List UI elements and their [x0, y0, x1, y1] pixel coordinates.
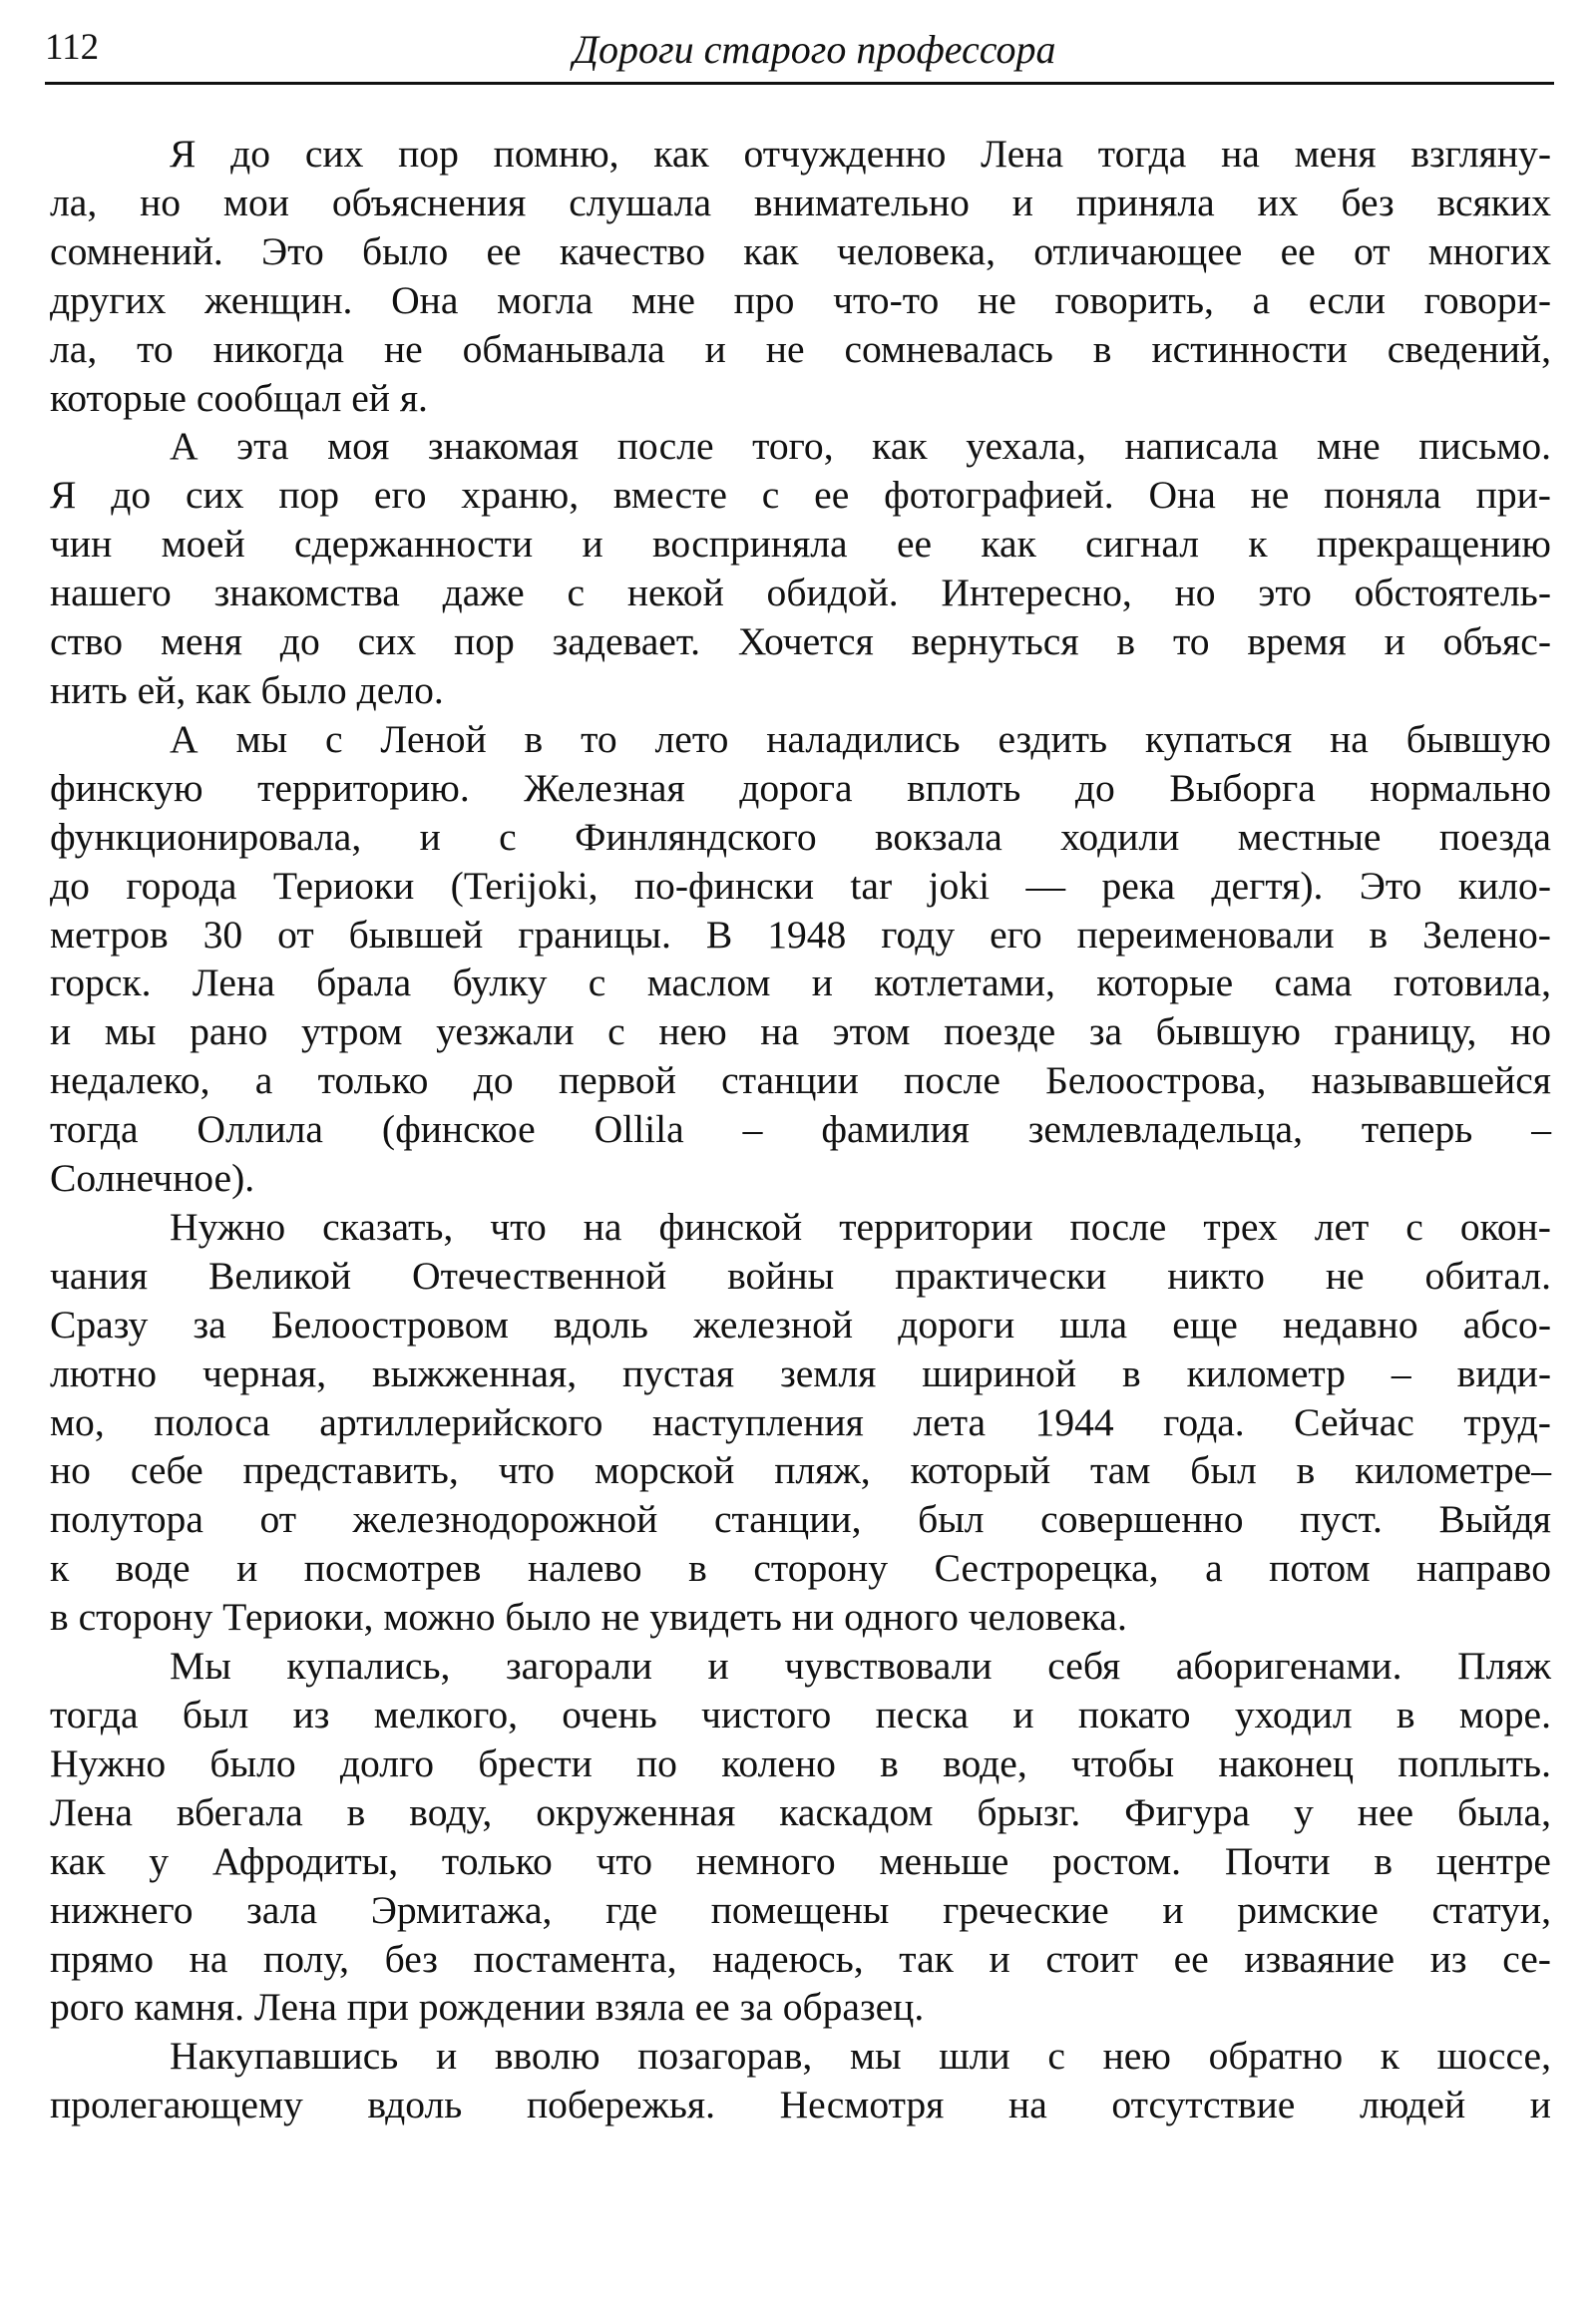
text-line: Сразу за Белоостровом вдоль железной дороги шла еще недавно абсо-	[50, 1302, 1551, 1347]
text-line: недалеко, а только до первой станции после Белоострова, называвшейся	[50, 1058, 1551, 1103]
text-line: Нужно сказать, что на финской территории после трех лет с окон-	[170, 1204, 1551, 1249]
text-line: Мы купались, загорали и чувствовали себя аборигенами. Пляж	[170, 1644, 1551, 1689]
text-line: функционировала, и с Финляндского вокзала ходили местные поезда	[50, 814, 1551, 859]
text-line: тогда Оллила (финское Ollila – фамилия землевладельца, теперь –	[50, 1107, 1551, 1152]
paragraph	[50, 422, 1551, 714]
paragraph	[50, 1642, 1551, 2032]
text-line: рого камня. Лена при рождении взяла ее за образец.	[50, 1985, 925, 2030]
text-line: как у Афродиты, только что немного меньше ростом. Почти в центре	[50, 1838, 1551, 1883]
text-line: чин моей сдержанности и восприняла ее как сигнал к прекращению	[50, 522, 1551, 567]
text-line: горск. Лена брала булку с маслом и котлетами, которые сама готовила,	[50, 961, 1551, 1005]
text-line: ла, но мои объяснения слушала внимательно и приняла их без всяких	[50, 180, 1551, 224]
paragraph	[50, 2032, 1551, 2129]
paragraph	[50, 130, 1551, 422]
text-line: ство меня до сих пор задевает. Хочется вернуться в то время и объяс-	[50, 619, 1551, 664]
text-line: лютно черная, выжженная, пустая земля шириной в километр – види-	[50, 1350, 1551, 1395]
text-line: Накупавшись и вволю позагорав, мы шли с нею обратно к шоссе,	[170, 2034, 1551, 2079]
text-line: нижнего зала Эрмитажа, где помещены греческие и римские статуи,	[50, 1887, 1551, 1932]
text-line: Солнечное).	[50, 1156, 255, 1201]
text-line: ла, то никогда не обманывала и не сомневалась в истинности сведений,	[50, 326, 1551, 371]
text-line: но себе представить, что морской пляж, который там был в километре–	[50, 1448, 1551, 1493]
text-line: Нужно было долго брести по колено в воде, чтобы наконец поплыть.	[50, 1740, 1551, 1785]
page-header	[45, 22, 1554, 85]
text-line: других женщин. Она могла мне про что-то не говорить, а если говори-	[50, 277, 1551, 322]
text-line: прямо на полу, без постамента, надеюсь, так и стоит ее изваяние из се-	[50, 1936, 1551, 1981]
text-line: нашего знакомства даже с некой обидой. Интересно, но это обстоятель-	[50, 571, 1551, 615]
text-line: в сторону Териоки, можно было не увидеть ни одного человека.	[50, 1595, 1127, 1640]
text-line: финскую территорию. Железная дорога вплоть до Выборга нормально	[50, 765, 1551, 810]
text-line: А мы с Леной в то лето наладились ездить купаться на бывшую	[170, 716, 1551, 761]
text-line: полутора от железнодорожной станции, был совершенно пуст. Выйдя	[50, 1497, 1551, 1542]
text-line: чания Великой Отечественной войны практически никто не обитал.	[50, 1253, 1551, 1298]
page-number: 112	[45, 27, 100, 68]
text-line: до города Териоки (Terijoki, по-фински tar joki — река дегтя). Это кило-	[50, 863, 1551, 908]
text-line: нить ей, как было дело.	[50, 667, 444, 712]
text-line: мо, полоса артиллерийского наступления лета 1944 года. Сейчас труд-	[50, 1399, 1551, 1444]
text-line: Лена вбегала в воду, окруженная каскадом брызг. Фигура у нее была,	[50, 1789, 1551, 1834]
text-line: тогда был из мелкого, очень чистого песка и покато уходил в море.	[50, 1693, 1551, 1736]
text-line: Я до сих пор его храню, вместе с ее фотографией. Она не поняла при-	[50, 473, 1551, 518]
text-line: метров 30 от бывшей границы. В 1948 году его переименовали в Зелено-	[50, 912, 1551, 957]
text-line: к воде и посмотрев налево в сторону Сестрорецка, а потом направо	[50, 1546, 1551, 1591]
paragraph	[50, 715, 1551, 1203]
text-line: пролегающему вдоль побережья. Несмотря на отсутствие людей и	[50, 2083, 1551, 2127]
running-title: Дороги старого профессора	[573, 27, 1056, 72]
body-text	[50, 130, 1551, 2129]
text-line: А эта моя знакомая после того, как уехала, написала мне письмо.	[170, 424, 1551, 469]
paragraph	[50, 1203, 1551, 1642]
text-line: сомнений. Это было ее качество как человека, отличающее ее от многих	[50, 228, 1551, 273]
text-line: и мы рано утром уезжали с нею на этом поезде за бывшую границу, но	[50, 1009, 1551, 1054]
text-line: которые сообщал ей я.	[50, 375, 428, 420]
text-line: Я до сих пор помню, как отчужденно Лена тогда на меня взгляну-	[170, 132, 1551, 176]
